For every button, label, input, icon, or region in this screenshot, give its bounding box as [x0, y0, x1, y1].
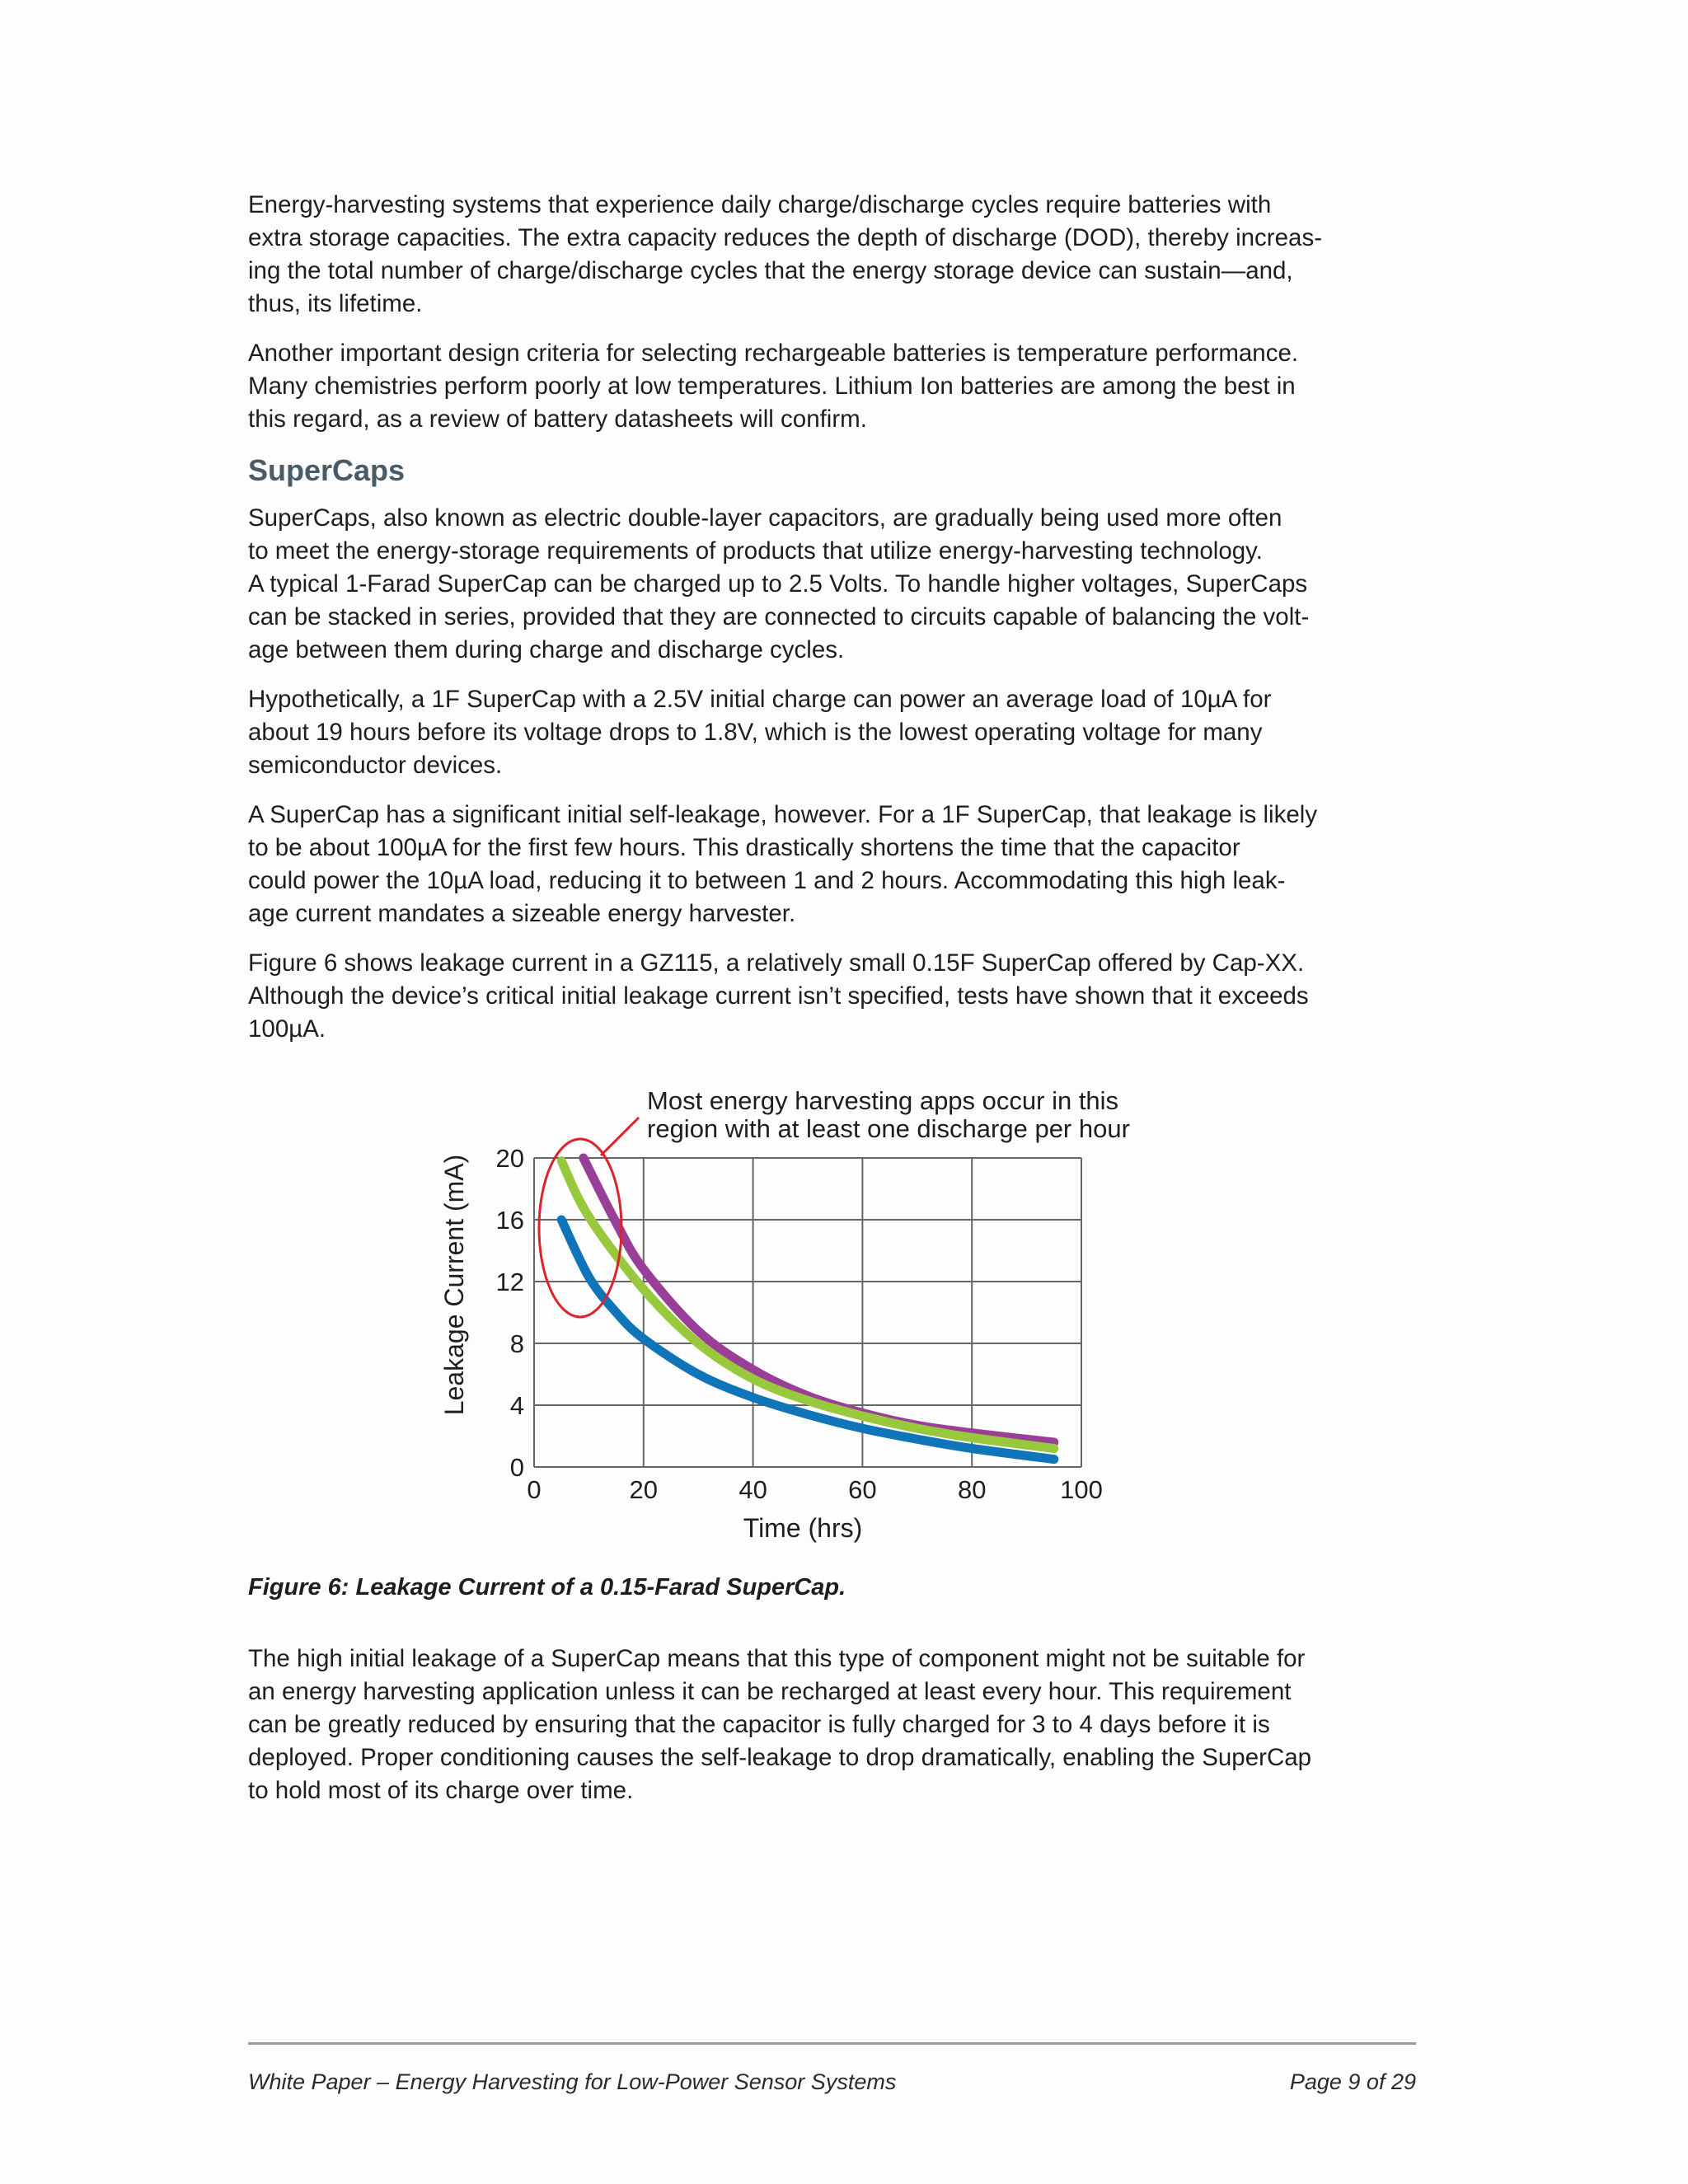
y-tick-label: 4	[509, 1391, 524, 1420]
x-tick-label: 20	[629, 1475, 659, 1504]
x-tick-label: 100	[1060, 1475, 1103, 1504]
paragraph-self-leakage: A SuperCap has a significant initial self-leakage, however. For a 1F SuperCap, that leakage is likely to be about 100µA for the first few hours. This drastically shortens the time that the capacitor could power the 10µA load, reducing it to between 1 and 2 hours. Accommodating this high leak- age current mandates a sizeable energy harvester.	[248, 801, 1318, 927]
x-tick-label: 40	[738, 1475, 767, 1504]
x-axis-label: Time (hrs)	[743, 1513, 863, 1543]
figure-6	[412, 1080, 1154, 1558]
page-content	[248, 189, 1417, 1062]
paragraph-figure-reference: Figure 6 shows leakage current in a GZ115, a relatively small 0.15F SuperCap offered by Cap-XX. Although the device’s critical initial leakage current isn’t specified, tests have shown that it exceeds 100µA.	[248, 949, 1309, 1043]
annotation-line-2: region with at least one discharge per hour	[647, 1114, 1130, 1143]
section-heading-supercaps: SuperCaps	[248, 453, 406, 487]
y-tick-label: 16	[495, 1206, 524, 1235]
leakage-current-chart	[412, 1080, 1154, 1558]
annotation-ellipse	[539, 1139, 621, 1317]
footer-page-number: Page 9 of 29	[1289, 2069, 1416, 2094]
annotation-line-1: Most energy harvesting apps occur in this	[647, 1086, 1119, 1115]
y-tick-label: 8	[509, 1329, 524, 1358]
paragraph-conditioning: The high initial leakage of a SuperCap means that this type of component might not be suitable for an energy harvesting application unless it can be recharged at least every hour. This requirement can be greatly reduced by ensuring that the capacitor is fully charged for 3 to 4 days before it is deployed. Proper conditioning causes the self-leakage to drop dramatically, enabling the SuperCap to hold most of its charge over time.	[248, 1645, 1312, 1804]
y-tick-label: 12	[495, 1268, 524, 1296]
paragraph-dod: Energy-harvesting systems that experience daily charge/discharge cycles require batteries with extra storage capacities. The extra capacity reduces the depth of discharge (DOD), thereby increas- ing the total number of charge/discharge cycles that the energy storage device can sustain—and, thus, its lifetime.	[248, 191, 1323, 317]
footer-title: White Paper – Energy Harvesting for Low-Power Sensor Systems	[248, 2069, 897, 2094]
y-tick-label: 0	[509, 1453, 524, 1482]
y-tick-label: 20	[495, 1144, 524, 1173]
x-tick-label: 0	[527, 1475, 542, 1504]
annotation-pointer-line	[601, 1118, 639, 1155]
content-after-figure	[248, 1643, 1417, 1824]
paragraph-hypothetical: Hypothetically, a 1F SuperCap with a 2.5V initial charge can power an average load of 10µA for about 19 hours before its voltage drops to 1.8V, which is the lowest operating voltage for many semiconductor devices.	[248, 686, 1272, 779]
paragraph-temperature: Another important design criteria for selecting rechargeable batteries is temperature performance. Many chemistries perform poorly at low temperatures. Lithium Ion batteries are among the best in this regard, as a review of battery datasheets will confirm.	[248, 340, 1299, 433]
figure-caption: Figure 6: Leakage Current of a 0.15-Farad SuperCap.	[248, 1574, 846, 1601]
x-tick-label: 80	[957, 1475, 987, 1504]
footer-divider	[248, 2042, 1416, 2045]
x-tick-label: 60	[848, 1475, 877, 1504]
paragraph-supercaps-intro: SuperCaps, also known as electric double-layer capacitors, are gradually being used more often to meet the energy-storage requirements of products that utilize energy-harvesting technology. A typical 1-Farad SuperCap can be charged up to 2.5 Volts. To handle higher voltages, SuperCaps can be stacked in series, provided that they are connected to circuits capable of balancing the volt- age between them during charge and discharge cycles.	[248, 504, 1310, 663]
y-axis-label: Leakage Current (mA)	[439, 1154, 469, 1416]
